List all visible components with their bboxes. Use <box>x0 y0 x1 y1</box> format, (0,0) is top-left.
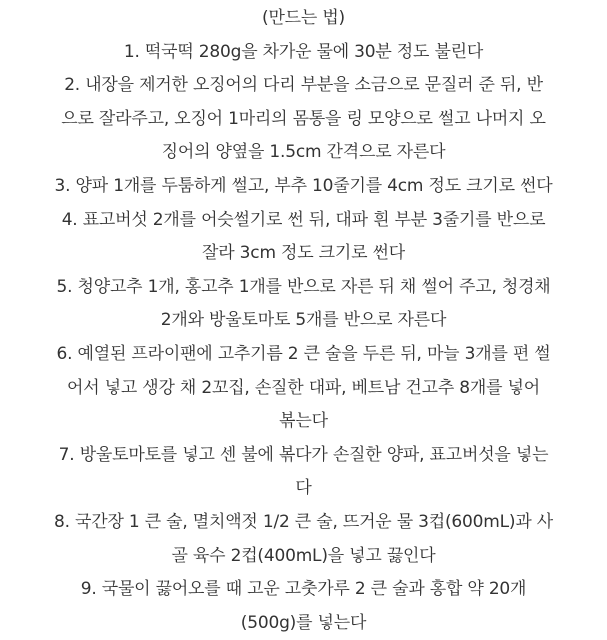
step-4-line-1: 4. 표고버섯 2개를 어슷썰기로 썬 뒤, 대파 흰 부분 3줄기를 반으로 <box>61 209 546 230</box>
step-7-line-1: 7. 방울토마토를 넣고 센 불에 볶다가 손질한 양파, 표고버섯을 넣는 <box>58 444 549 465</box>
step-9-line-1: 9. 국물이 끓어오를 때 고운 고춧가루 2 큰 술과 홍합 약 20개 <box>80 579 527 600</box>
step-8-line-2: 골 육수 2컵(400mL)을 넣고 끓인다 <box>171 545 436 566</box>
step-2-line-2: 으로 잘라주고, 오징어 1마리의 몸통을 링 모양으로 썰고 나머지 오 <box>61 108 546 129</box>
step-2-line-1: 2. 내장을 제거한 오징어의 다리 부분을 소금으로 문질러 준 뒤, 반 <box>64 75 543 96</box>
step-6-line-1: 6. 예열된 프라이팬에 고추기름 2 큰 술을 두른 뒤, 마늘 3개를 편 썰 <box>56 343 551 364</box>
step-6-line-3: 볶는다 <box>279 411 328 432</box>
step-5-line-1: 5. 청양고추 1개, 홍고추 1개를 반으로 자른 뒤 채 썰어 주고, 청경채 <box>56 276 551 297</box>
step-1-line-1: 1. 떡국떡 280g을 차가운 물에 30분 정도 불린다 <box>123 41 484 62</box>
recipe-heading: (만드는 법) <box>262 8 345 28</box>
step-4-line-2: 잘라 3cm 정도 크기로 썬다 <box>202 243 405 264</box>
step-8-line-1: 8. 국간장 1 큰 술, 멸치액젓 1/2 큰 술, 뜨거운 물 3컵(600mL)과 사 <box>53 511 553 532</box>
step-3-line-1: 3. 양파 1개를 두툼하게 썰고, 부추 10줄기를 4cm 정도 크기로 썬다 <box>54 175 553 196</box>
step-7-line-2: 다 <box>295 478 312 499</box>
step-2-line-3: 징어의 양옆을 1.5cm 간격으로 자른다 <box>161 142 446 163</box>
step-6-line-2: 어서 넣고 생강 채 2꼬집, 손질한 대파, 베트남 건고추 8개를 넣어 <box>66 377 540 398</box>
step-9-line-2: (500g)를 넣는다 <box>240 612 367 633</box>
step-5-line-2: 2개와 방울토마토 5개를 반으로 자른다 <box>160 310 447 331</box>
